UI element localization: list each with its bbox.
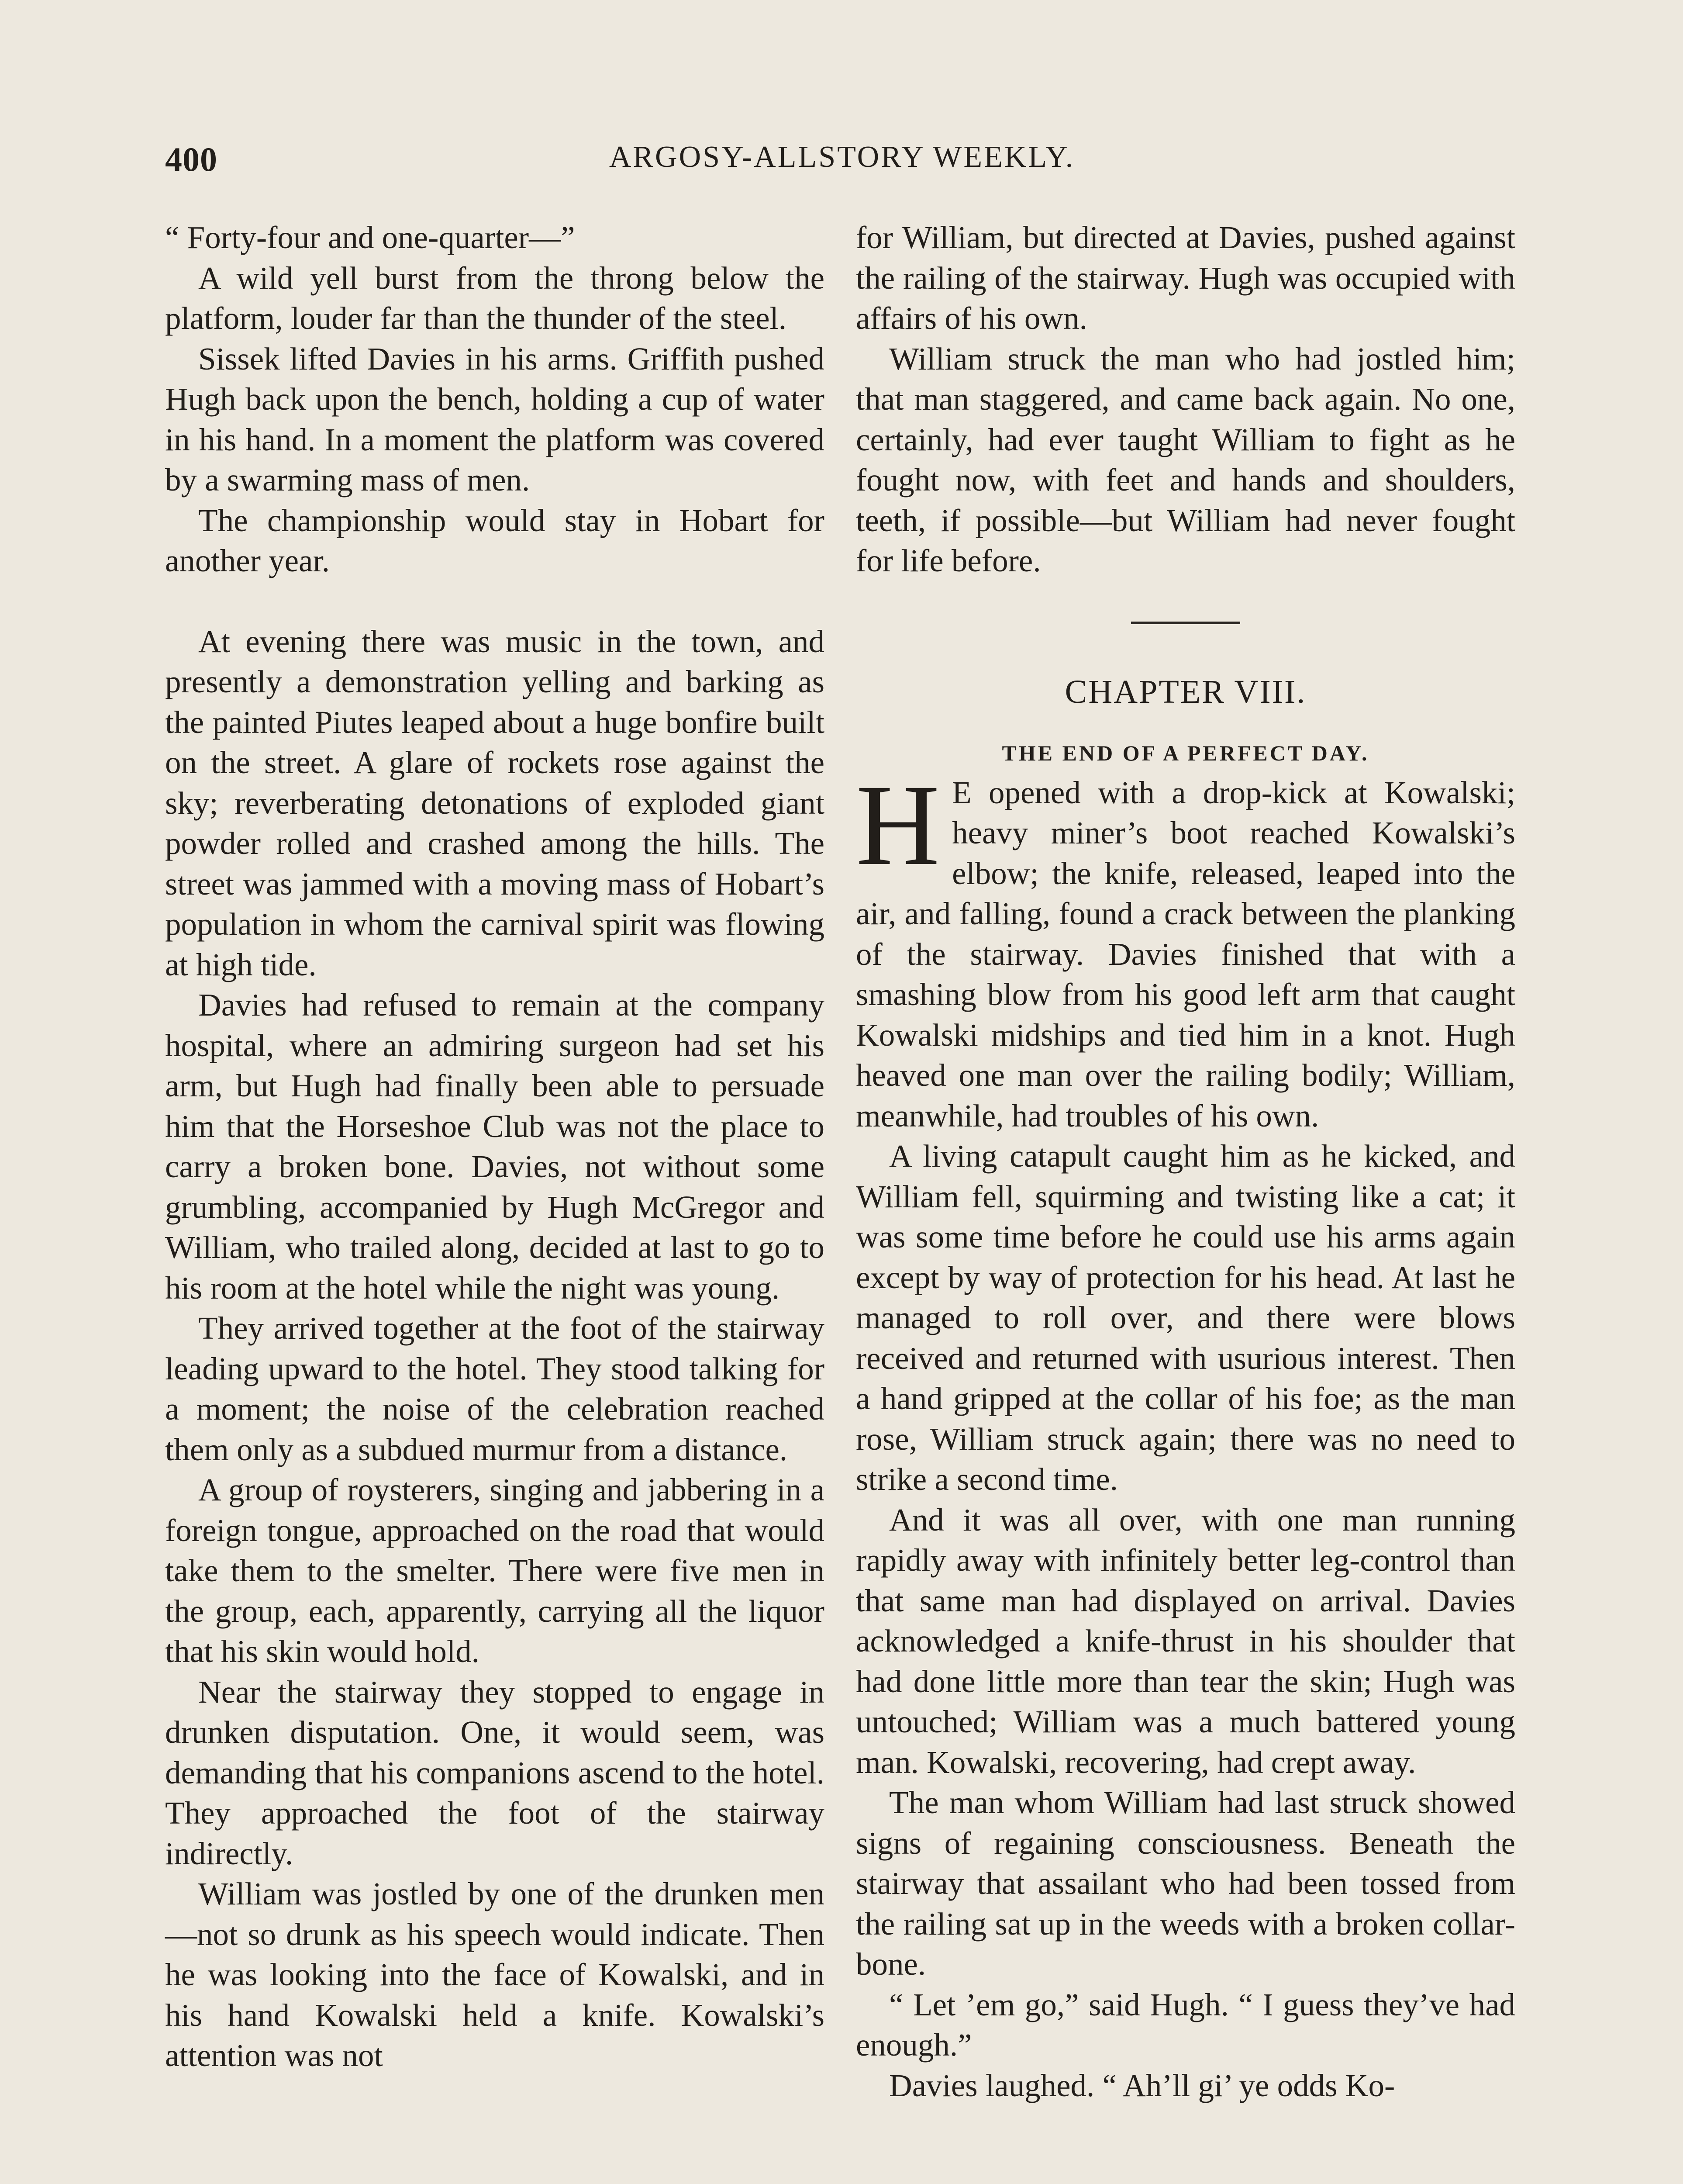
running-title: ARGOSY-ALLSTORY WEEKLY. xyxy=(609,140,1075,174)
paragraph: Near the stairway they stopped to engage in drunken disputation. One, it would seem, was demanding that his companions ascend to the hotel. They approached the foot of the stairway indirectly. xyxy=(165,1674,824,1871)
drop-cap-paragraph xyxy=(856,760,1515,1137)
paragraph: And it was all over, with one man running rapidly away with infinitely better leg-control than that same man had displayed on arrival. Davies acknowledged a knife-thrust in his shoulder that had done little more than tear the skin; Hugh was untouched; William was a much battered young man. Kowalski, recovering, had crept away. xyxy=(856,1502,1515,1780)
paragraph: The championship would stay in Hobart for another year. xyxy=(165,502,824,578)
paragraph: “ Forty-four and one-quarter—” xyxy=(165,220,575,255)
paragraph: A group of roysterers, singing and jabbering in a foreign tongue, approached on the road that would take them to the smelter. There were five men in the group, each, apparently, carrying all the liquor that his skin would hold. xyxy=(165,1472,824,1669)
left-column xyxy=(165,218,824,2076)
paragraph: They arrived together at the foot of the stairway leading upward to the hotel. They stood talking for a moment; the noise of the celebration reached them only as a subdued murmur from a distance. xyxy=(165,1310,824,1467)
paragraph: The man whom William had last struck showed signs of regaining consciousness. Beneath the stairway that assailant who had been tossed from the railing sat up in the weeds with a broken collar-bone. xyxy=(856,1785,1515,1982)
right-column xyxy=(856,218,1515,2106)
paragraph: “ Let ’em go,” said Hugh. “ I guess they’ve had enough.” xyxy=(856,1987,1515,2063)
paragraph: A living catapult caught him as he kicked, and William fell, squirming and twisting like a cat; it was some time before he could use his arms again except by way of protection for his head. At last he managed to roll over, and there were blows received and returned with usurious interest. Then a hand gripped at the collar of his foe; as the man rose, William struck again; there was no need to strike a second time. xyxy=(856,1138,1515,1497)
drop-cap-letter: H xyxy=(856,760,940,889)
paragraph: William was jostled by one of the drunken men—not so drunk as his speech would indicate. Then he was looking into the face of Kowalski, and in his hand Kowalski held a knife. Kowalski’s attention was not xyxy=(165,1876,824,2073)
page-header xyxy=(165,140,1519,192)
paragraph: Davies laughed. “ Ah’ll gi’ ye odds Ko- xyxy=(889,2067,1395,2103)
paragraph: for William, but directed at Davies, pushed against the railing of the stairway. Hugh was occupied with affairs of his own. xyxy=(856,220,1515,336)
paragraph: Davies had refused to remain at the company hospital, where an admiring surgeon had set his arm, but Hugh had finally been able to persuade him that the Horseshoe Club was not the place to carry a broken bone. Davies, not without some grumbling, accompanied by Hugh McGregor and William, who trailed along, decided at last to go to his room at the hotel while the night was young. xyxy=(165,987,824,1306)
page-number: 400 xyxy=(165,140,217,178)
paragraph: A wild yell burst from the throng below the platform, louder far than the thunder of the steel. xyxy=(165,260,824,336)
paragraph: Sissek lifted Davies in his arms. Griffith pushed Hugh back upon the bench, holding a cup of water in his hand. In a moment the platform was covered by a swarming mass of men. xyxy=(165,341,824,498)
drop-cap-paragraph-text: E opened with a drop-kick at Kowalski; heavy miner’s boot reached Kowalski’s elbow; the knife, released, leaped into the air, and falling, found a crack between the planking of the stairway. Davies finished that with a smashing blow from his good left arm that caught Kowalski midships and tied him in a knot. Hugh heaved one man over the railing bodily; William, meanwhile, had troubles of his own. xyxy=(856,774,1515,1133)
section-divider xyxy=(1131,622,1240,624)
paragraph: William struck the man who had jostled him; that man staggered, and came back again. No one, certainly, had ever taught William to fight as he fought now, with feet and hands and shoulders, teeth, if possible—but William had never fought for life before. xyxy=(856,341,1515,578)
chapter-subtitle: THE END OF A PERFECT DAY. xyxy=(1002,740,1369,765)
chapter-heading: CHAPTER VIII. xyxy=(1065,673,1307,710)
paragraph: At evening there was music in the town, and presently a demonstration yelling and barking as the painted Piutes leaped about a huge bonfire built on the street. A glare of rockets rose against the sky; reverberating detonations of exploded giant powder rolled and crashed among the hills. The street was jammed with a moving mass of Hobart’s population in whom the carnival spirit was flowing at high tide. xyxy=(165,623,824,982)
